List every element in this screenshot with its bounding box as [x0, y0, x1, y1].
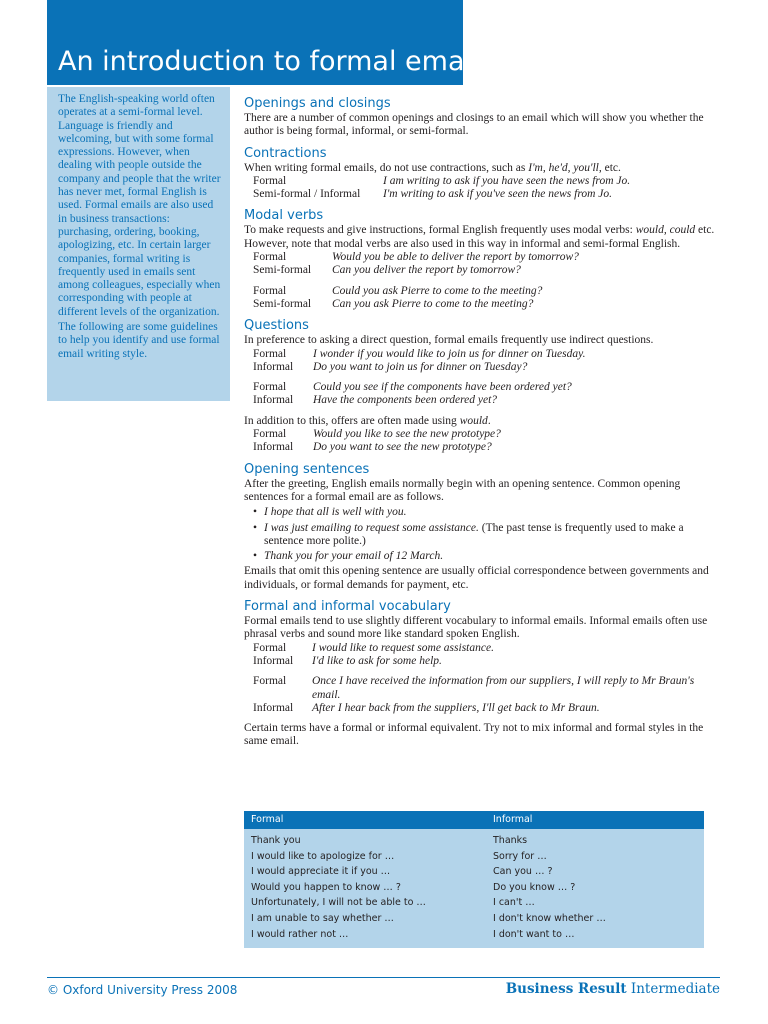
section-text: After the greeting, English emails normally begin with an opening sentence. Common opening sentences for a formal email are as follows.	[244, 477, 681, 503]
example-table	[253, 175, 630, 202]
table-row: I would like to apologize for … Sorry for …	[251, 850, 547, 862]
sidebar-paragraph: The following are some guidelines to help you identify and use formal email writing style.	[58, 321, 220, 360]
section-vocabulary	[244, 598, 724, 749]
section-heading: Openings and closings	[244, 96, 391, 111]
section-text: Emails that omit this opening sentence are usually official correspondence between governments and individuals, or formal demands for payment, etc.	[244, 565, 709, 591]
table-row: Thank you Thanks	[251, 835, 528, 846]
example-row: Informal I'd like to ask for some help.	[253, 654, 442, 667]
section-text: In addition to this, offers are often made using would.	[244, 414, 491, 427]
example-row: Semi-formal Can you ask Pierre to come to the meeting?	[253, 297, 534, 310]
list-item: • I was just emailing to request some assistance. (The past tense is frequently used to make a sentence more polite.)	[253, 522, 724, 549]
table-row: Unfortunately, I will not be able to … I can't …	[251, 897, 535, 909]
section-heading: Contractions	[244, 145, 327, 161]
vocabulary-table-header	[244, 811, 704, 829]
example-row: Formal Would you be able to deliver the report by tomorrow?	[253, 251, 579, 264]
intro-sidebar	[47, 87, 230, 401]
title-banner	[47, 0, 494, 85]
section-contractions	[244, 145, 724, 202]
example-row: Informal Do you want to see the new prototype?	[253, 441, 492, 454]
example-row: Formal Once I have received the information from our suppliers, I will reply to Mr Braun's email.	[253, 675, 695, 701]
table-row: I would rather not … I don't want to …	[251, 928, 575, 940]
example-row: Formal Could you see if the components have been ordered yet?	[253, 381, 572, 394]
list-item: • I hope that all is well with you.	[253, 506, 724, 519]
section-modal-verbs	[244, 207, 724, 311]
section-heading: Modal verbs	[244, 208, 324, 224]
section-heading: Opening sentences	[244, 461, 370, 477]
page-title: An introduction to formal emails	[58, 46, 494, 77]
copyright-notice: © Oxford University Press 2008	[47, 983, 238, 997]
section-text: Formal emails tend to use slightly different vocabulary to informal emails. Informal emails often use phrasal verbs and sound more like standard spoken English.	[244, 615, 708, 641]
table-row: I am unable to say whether … I don't know whether …	[251, 912, 606, 924]
example-row: Informal Do you want to join us for dinner on Tuesday?	[253, 360, 528, 373]
example-table	[253, 348, 585, 408]
sidebar-paragraph: The English-speaking world often operates at a semi-formal level. Language is friendly and welcoming, but with some formal expressions. However, when dealing with people outside the company and people that the writer has never met, formal English is used. Formal emails are also used in business transactions: purchasing, ordering, booking, apologizing, etc. In certain larger companies, formal writing is frequently used in emails sent among colleagues, especially when corresponding with people at different levels of the organization.	[58, 93, 221, 318]
section-heading: Formal and informal vocabulary	[244, 599, 451, 615]
footer-divider	[47, 977, 720, 978]
section-text: In preference to asking a direct question, formal emails frequently use indirect questions.	[244, 334, 654, 347]
section-questions	[244, 317, 724, 454]
column-header-formal: Formal	[251, 814, 284, 825]
example-row: Semi-formal / Informal I'm writing to ask if you've seen the news from Jo.	[253, 188, 613, 201]
section-text: Certain terms have a formal or informal equivalent. Try not to mix informal and formal styles in the same email.	[244, 722, 704, 748]
example-row: Formal I would like to request some assistance.	[253, 641, 494, 654]
table-row: I would appreciate it if you … Can you … ?	[251, 866, 553, 878]
vocabulary-table	[244, 811, 704, 948]
example-row: Formal I am writing to ask if you have seen the news from Jo.	[253, 174, 631, 187]
example-row: Informal After I hear back from the suppliers, I'll get back to Mr Braun.	[253, 701, 600, 714]
main-content	[244, 95, 724, 755]
book-title: Business Result Intermediate	[505, 981, 720, 997]
section-openings	[244, 95, 724, 139]
section-opening-sentences	[244, 461, 724, 592]
table-row: Would you happen to know … ? Do you know … ?	[251, 881, 576, 893]
example-table	[253, 428, 501, 455]
example-row: Semi-formal Can you deliver the report by tomorrow?	[253, 264, 521, 277]
example-table	[253, 251, 579, 311]
section-text: When writing formal emails, do not use contractions, such as I'm, he'd, you'll, etc.	[244, 161, 621, 174]
section-text: To make requests and give instructions, formal English frequently uses modal verbs: would, could etc. However, note that modal verbs are also used in this way in informal and semi-formal English.	[244, 224, 715, 250]
column-header-informal: Informal	[493, 814, 533, 825]
section-heading: Questions	[244, 318, 309, 334]
example-table	[253, 642, 724, 715]
example-row: Formal Would you like to see the new prototype?	[253, 428, 501, 441]
bullet-list	[253, 506, 724, 563]
example-row: Formal Could you ask Pierre to come to the meeting?	[253, 284, 543, 297]
list-item: • Thank you for your email of 12 March.	[253, 550, 724, 563]
example-row: Formal I wonder if you would like to join us for dinner on Tuesday.	[253, 347, 586, 360]
section-text: There are a number of common openings and closings to an email which will show you whether the author is being formal, informal, or semi-formal.	[244, 112, 704, 138]
example-row: Informal Have the components been ordered yet?	[253, 394, 498, 407]
